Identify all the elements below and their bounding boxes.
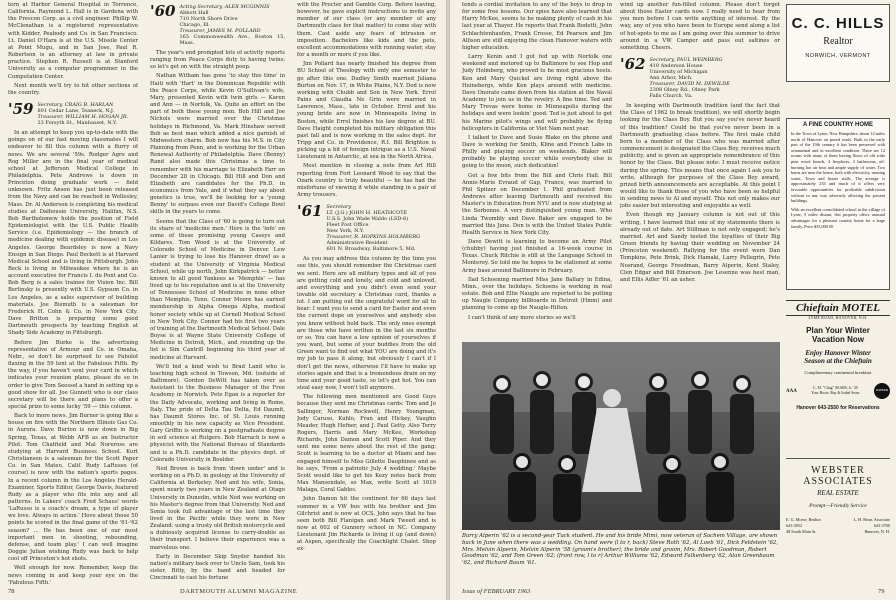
ad-hosts-row [786, 383, 890, 399]
paragraph: Early in December Skip Snyder handed his nation's military back over to Uncle Sam, took his sister, Bitty, by the hand and headed for Cincinnati to cast his fortune [150, 553, 285, 582]
class-year: '60 [150, 2, 176, 20]
paragraph: Larry Kenin and I got fed up with Norfolk one weekend and motored up to Baltimore to see Hop and Judy Holmberg, who proved to be most gracious hosts. Ken and Mary Quickel are living right above the Heinebergs, while Ken plays around with medicine. Dave Onorato came down from his station at the Naval Academy to join us in the revelry. A fine time. Ted and Mary Trevas were home in Minneapolis during the holidays and were lookin' good. Ted is just about to get his Marine pilot's wings and will probably be flying helicopters in California or Viet Nam next year. [462, 54, 612, 132]
ad-line: Plan Your Winter [806, 326, 870, 335]
paragraph: Before Jim Burke is the advertising representative of Armour and Co. in Omaha, Nebr., so don't be surprised to see Fabulof flaxing in the 59 tent at the Fabulous Fifth. By the way, if you haven't sent your card in which indicates your reunion plans, please do so in order to give Tom Seessel a hand in setting up a good show for all. Joe Gunnett who is our class secretary will be there and plans to offer a special prize to some lucky '59 — this column. [8, 339, 138, 410]
issue-date: Issue of FEBRUARY 1963 [462, 588, 531, 595]
ad-body: With an excellent consolidated school in the village of Lyme, 5 miles distant, this property offers unusual advantages for a pleasant country home for a large family. Price $35,000.00 [791, 206, 885, 229]
ad-title: WEBSTER [811, 465, 865, 476]
ad-cc-hills [786, 4, 890, 82]
paragraph: Nathan Witham has gone 'to stay this time' in Haiti with 'Hart' in the Dominican Republic with the Peace Corps, while Kevin O'Sullivan's wife, Mary, presented Kevin with twin girls — Karen and Ann — in Norfolk, Va. Quite an effort on the part of both these young men. Bob Hill and Joe Nichols were married over the Christmas holidays in Richmond, Va. Mark Hinshaw served Bob as best man which added a nice garnish of Midwestern charm. Bob now has his M.S. in City Planning from Penn, and is working for the Urban Renewal Authority of Philadelphia. Dave (Benny) Rand also made this Christmas a time to remember with his marriage to Elizabeth Farr on December 28 in Chicago. Bill Hill and Don and Elizabeth are candidates for the Ph.D. in economics from Yale, and if what they say about genetics is true, we'll be looking for a 'young Benny' to surpass even our David's College Bowl skills in the years to come. [150, 73, 285, 216]
paragraph: John Damon hit the continent for 66 days last summer in a VW bus with his brother and Jim Gilchrist and is now at OCS. John says that he has seen both Bill Flanigan and Mark Tweed and is now at 602 of Gunnery school in NC. Company Lieutenant Jim Richards is living it up (and down) at Aspen, specifically the Coachlight Chalet. Shop ex- [297, 496, 436, 553]
paragraph: Ned Brown is back from 'down under' and is working on a Ph.D. in geology at the University of California at Berkeley. Ned and his wife, Sonia, spent nearly two years in New Zealand at Otago University in Dunedin, while Ned was working on his Master's degree from that University. Ned and Sonia took full advantage of the last time they lived in the Pacific while they were in New Zealand: using a trusty old British motorcycle and a dubiously acquired license to carry-double as their transport. I believe their experience was a marvelous one. [150, 465, 285, 551]
class-year: '59 [8, 100, 34, 119]
ad-contact: E. G. Morse, Realtor 643-3052 48 South Main St. [786, 517, 821, 534]
magazine-title: DARTMOUTH ALUMNI MAGAZINE [180, 588, 298, 595]
paragraph: I talked to Dave and Susie Blake on the phone and Dave is working for Smith, Kline and French Labs in Philly and playing soccer on weekends. Blaker will probably be playing soccer while everybody else is going to the moon, such dedication! [462, 134, 612, 170]
ad-tagline: Prompt—Friendly Service [809, 503, 867, 509]
right-page [450, 0, 896, 600]
left-column-1 [8, 2, 138, 586]
right-column-1 [462, 2, 612, 340]
paragraph: The year's end prompted lots of activity reports ranging from Peace Corps duty to having twins; so let's get on with the straight poop. [150, 50, 285, 71]
page-number-left: 78 [8, 588, 15, 595]
class-officers: Acting Secretary, ALEX MCGINNIS Abbott Hall 710 North Shore Drive Chicago, Ill. Treasurer, JAMES M. POLLARD 165 Commonwealth Ave., Boston 15, Mass. [179, 4, 285, 46]
paragraph: Seems that the Class of '60 is going to turn out its share of 'medicine men.' Here is the 'info' on some of these promising young Caseys and Kildares. Tom Wood is at the University of Colorado School of Medicine in Denver. Lew Lanier is trying to lose his Hanover drawl as a student at the University of Virginia Medical School, while up north, John Kirkpatrick — better known to all good Yankees as 'Memphis' — has lived up to his reputation and is at the University of Tennessee School of Medicine in none other than Memphis, Tenn. Conner Moore has earned membership in Alpha Omega Alpha, medical honor society while up at Cornell Medical School in New York City. Conner had his first two years of training at the Dartmouth Medical School. Dale Boyse is at Wayne State University College of Medicine in Detroit, Mich., and rounding up the list is Sim Cantrill beginning his third year of medicine at Harvard. [150, 218, 285, 361]
ad-hosts: C. M. "Chug" SEARS, Jr. '39 Your Hosts: Ray & Isabel Sears [811, 386, 860, 395]
ad-heading: A FINE COUNTRY HOME [802, 122, 874, 128]
paragraph: Jim Pollard has nearly finished his degree from BU School of Theology with only one semester to go after this one. Dudley Smith married Juliana Burton on Nov. 17, in White Plains, N.Y. Dod is now working with Chubb and Son in New York. Errol Pains and Claudia Ne Grin were married in Lawrence, Mass., late in October. Errol and his young bride are now in Minneapolis living in Boston, while Errol finishes his law degree at BU. Dave Haight completed his military obligation this past fall and is now working in the sales dept. for Tripp and Co. in Providence, R.I. Bill Brighton is picking up a bit of foreign intrigue as a U.S. Naval Lieutenant in Antarctic, at sea in the North Africa. [297, 61, 436, 161]
left-page [0, 0, 446, 600]
paragraph: Most mention in closing a note from Art Hill reporting from Fort Leonard Wood to say that the Ozark country is truly beautiful — he has had the misfortune of viewing it while standing in a pair of Army trousers. [297, 163, 436, 199]
photo-image [462, 342, 780, 530]
superior-badge: SUPERIOR [874, 383, 890, 399]
paragraph: The following men mentioned are Good Guys because they sent me Christmas cards: Tom and Jo Sallinger, Norman Rockwell, Henry Youngman, Jody Caruso, Kuhlo, Fran and Hickey, Vaughn Meader, Hugh Hefner, and J. Paul Getty. Also Terry Rogers, Harris and Mary McKee, Workshop Richards, John Damon and Scott Piper. And they sent me some news about the rest of the gang: Scott is learning to be a doctor at Miami and has engaged himself to Miss Gillette Dauphinee and as he says, 'From a patriotic July 4 wedding.' Maybe Scott would like to get his Kezy notes back from Max Mansendale, so Max, write Scott at 1019 Malaga, Coral Gables. [297, 394, 436, 494]
class-62-header [620, 57, 780, 99]
class-officers: Secretary LT. (J.G.) JOHN H. HEATHCOTE U.S.S. John Wade Waldo (LSD-6) Fleet Post Office New York, N.Y. Treasurer, R. HOPKINS HOLMBERG Administrative Resident 601 N. Broadway, Baltimore 5, Md. [326, 204, 421, 253]
ad-title: ASSOCIATES [803, 476, 873, 487]
ad-phone: Hanover 643-2550 for Reservations [796, 405, 880, 411]
paragraph: wind up another fun-filled column. Please don't forget about those Easter cards now. I really need to hear from you men before I can write anything of interest. By the way, any of you who have been to Europe send along a list of hot-spots to me as I am going over this summer to drive around in a VW Camper and pass out saltines or something. Cheers. [620, 2, 780, 51]
class-year: '61 [297, 202, 323, 221]
class-60-header [150, 4, 285, 46]
left-column-2 [150, 2, 285, 586]
paragraph: Back to more news. Jim Burner is going like a house on fire with the Northern Illinois Gas Co. in Aurora. Dave Burton is now down in Big Spring, Texas, at Webb AFB as an Instructor Pilot. Tom Chatfield and Mal Noreross are studying at Harvard Business School. Kurt Christiansen is a salesman for the Scott Paper Co. in San Mateo, Calif. Rudy LaRusso (of course) is now with the nation's sports pages. In a recent column in the Los Angeles Herald-Examiner, Sports Editor, George Davis, featured Rudy as a player who fits into any and all patterns. In Lakers' coach Fred Schaus' words 'LaRusso is a coach's dream, a type of player we love. Always in action.' Hove about those 50 points he scored in the final game of the '61-'62 season? ... He has been one of our most important men in shooting, rebounding, defense, and team play.' I can well imagine Doggie Julian wishing Rudy was back to help cool off Princeton's hot shots. [8, 413, 138, 563]
ad-logo: Chieftain MOTEL [786, 300, 890, 316]
ad-logo-sub: LYME ROAD, HANOVER, N.H. [808, 316, 868, 320]
paragraph: Next month we'll try to hit other sections of the country. [8, 82, 138, 96]
paragraph: Got a few bits from the Bill and Chris Hall. Bill Annie-Marie Evraud of Gap, France, was married to Phil Spitzer on December 1. Phil graduated from Andrews after leaving Dartmouth and received his Master's in Education from NYU and is now studying at the Sorbonne. A very distinguished young man. Who Linda Twombly and Dave Baker are engaged to be married this June. Don is with the United States Public Health Service in New York City. [462, 172, 612, 236]
ad-line: Season at the Chieftain [804, 357, 872, 365]
page-number-right: 79 [878, 588, 885, 595]
paragraph: Dave Dewitt is learning to become an Army Pilot (chubby) having just finished a 16-week course in Texas. Chuck Ritchie is still at the Language School in Monterey. So told me he hopes to be stationed at some Army base around Baltimore in February. [462, 239, 612, 274]
ad-body: In the Town of Lyme, New Hampshire, about 12 miles north of Hanover on paved roads. Built in the early part of the 19th century it has been preserved with ornamental and in excellent condition. There are 12 rooms with many of them having floors of old wide pine wood boards, 4 fireplaces, 3 bathrooms, oil-burning hot air heat and ample supply of water. Two barns are near the house, both with electricity, running water, Town and house stalls. The acreage is approximately 235 and much of it offers very favorable opportunities for profitable subdivision without in any way adversely affecting the present buildings. [791, 131, 885, 204]
ad-title: C. C. HILLS [791, 15, 885, 32]
paragraph: Ilad Schoening married Miss Jane Ballary in Edina, Minn., over the holidays. Schoens is working in real estate. Bob and Ellie Naugle are reported to be putting up Naugle Company billboards in Detroit (Hmm) and planning to come up the Naugle-Hilton. [462, 276, 612, 312]
right-column-2 [620, 2, 780, 340]
class-year: '62 [620, 55, 646, 74]
aaa-badge: AAA [786, 388, 797, 394]
ad-country-home [786, 118, 890, 290]
ad-subtitle: REAL ESTATE [817, 489, 859, 497]
class-61-header [297, 204, 436, 252]
paragraph: tends a cordial invitation to any of the boys to drop in for some free lessons. Our spies have also learned that Harry McKee, seems to be making plenty of cash in his last year at Thayer. He reports that Frank Bodetti, John Schlachtenhaufen, Frank Crosse, Ed Pearson and Jim Allison are still enjoying the clean Hanover waters with higher education. [462, 2, 612, 51]
class-59-header [8, 102, 138, 126]
ad-line: Complimentary continental breakfast [804, 370, 872, 375]
ad-webster-associates [786, 458, 890, 574]
paragraph: We'll bid a kind wish to Brad Land who is teaching high school in Towson, Md. (outside of Baltimore). Gordon DeWitt has taken over as Assistant to the Business Manager of the Free Academy in Norwich. Pete Egan is a reporter for the Daily Advocate, working and living in Rome, Italy. The pride of Delta Tau Delta, Ed Daumit, has Daumit Stores Inc. of St. Louis running smoothly in his new capacity as Vice President. Gary Griffin is working on a postgraduate degree in soil science at Rutgers. Bob Harrach is now a physicist with the National Bureau of Standards and is a Ph.D. candidate in the physics dept. of Colorado University in Boulder. [150, 363, 285, 463]
ad-location: NORWICH, VERMONT [805, 53, 871, 59]
class-officers: Secretary, CRAIG B. HARLAN 801 Cedar Lane, Teaneck, N.J. Treasurer, WILLIAM H. HOGAN JR. 23 Forsyth St., Manhasset, N.Y. [37, 102, 129, 127]
paragraph: In keeping with Dartmouth tradition (and the fact that the Class of 1962 to break tradition), we will shortly begin looking for the Class Boy. But you say you've never heard of this tradition? Could be that you've never been in a Dartmouth graduating class before. The first male child born to a member of the Class who was married after commencement is designated the Class Boy, receives much publicity, and is given an appropriate remembrance of this honor by the Class. But please note: I must receive notice during the spring. This means that once again I ask you to write, although for purposes of the Class Boy award, prized birth announcements are acceptable. At this point I would like to thank those of you who have been so helpful in sending news to Al and myself. This not only makes our jobs easier but interesting and enjoyable as well. [620, 103, 780, 210]
paragraph: In an attempt to keep you up-to-date with the goings on of our fast moving classmates I will endeavor to fill this column with a flurry of news. We are several '59s. Rodger Agro and Rog Miller are in the final year of medical school at Jefferson Medical College in Philadelphia. Pete Andrews is down in Princeton doing graduate work — field unknown. Fritz Anson has just been released from the Navy and can be reached in Wellesley, Mass. Dr. Al Anderson is completing his medical studies at Dalhousie University, Halifax, N.S. Bob Bartholomew holds the position of Field Epidemiologist with the U.S. Public Health Service (i.e. Epidemiology — the branch of medicine dealing with epidemic disease) in Los Angeles. George Beardsley is now a Navy Ensign in San Diego. Paul Beckett is at Harvard Medical School and is living in Pittsburgh. John Beck is living in Milwaukee where he is an account executive for Francis I. du Pont and Co. Bob Berg is a sales trainee for Vision Inc. Bill Berlinsky is presently with U.S. Gypsum Co. in Los Angeles, as a sales supervisor of building materials. Joe Bismuth is a salesman for Frederick H. Cohn & Co. in New York City. Dave Britton is preparing some good Dartmouth prospects by teaching English at Shady Side Academy in Pittsburgh. [8, 130, 138, 337]
paragraph: Well enough for now. Remember, keep the news coming in and keep your eye on the 'Fabulous Fifth.' [8, 565, 138, 586]
photo-caption: Barry Alperin '62 is a second-year Tuck student. He and his bride Mimi, now veteran of Sachem Village, are shown back in June when there was a wedding. On hand were (l to r, back) Steve Roth '62, Al Loeb '61, Dick Feldstein '62, Mrs. Melvin Alperin, Melvin Alperin '58 (groom's brother), the bride and groom, Mrs. Robert Goodman, Robert Goodman '62, and Tom Green '62; (front row, l to r) Arthur Williams '62, Edward Falkenberg '62, Alan Greenbaum '62, and Richard Baum '61. [462, 533, 779, 567]
ad-chieftain-motel [786, 294, 890, 436]
ad-contacts [786, 517, 890, 535]
ad-subtitle: Realtor [823, 36, 853, 47]
ad-line: Enjoy Hanover Winter [805, 349, 871, 357]
paragraph: with the Procter and Gamble Corp. Before leaving, however, he gave explicit instructions to invite any member of our class (or any member of any Dartmouth class for that matter) to come stay with them. Cast aside any fears of intrusion or imposition. Bachelors like kids and the pets, excellent accommodations with running water, stay for a month or more if you like. [297, 2, 436, 59]
paragraph: tern at Harbor General Hospital in Torrence, California. Raymond L. Hall is in Gardena with the Prescon Corp. as a civil engineer. Phillip W. McClenathan is a registered representative with Kidder, Peabody and Co. in San Francisco. Lt. Daniel O'Hara is at the U.S. Missile Center at Point Mugu, and in San Jose, Paul R. Robertson is an attorney at law in private practice. Stephen R. Russell is at Stanford University as a computer programmer in the Computation Center. [8, 2, 138, 80]
class-officers: Secretary, PAUL WEINBERG 410 Anderson House University of Michigan Ann Arbor, Mich. Treasurer, DAVID M. DEWILDE 2308 Olney Rd., Olney Park Falls Church, Va. [649, 57, 730, 100]
paragraph: Even though my January column is not out of this writing, I have learned that one of my statements there is already out of date. Art Stillman is not only engaged; he's married. Art and Sandy tested the loyalties of their Big Green friends by having their wedding on November 24 (Princeton weekend). Rallying for the event were Dan Tompkins, Pete Brink, Dick Hamaki, Larry Pellegrin, Pete Nosrand, George Freedman, Barry Alperin, Kent Staley, Clen Edgar and Bill Emerson. Joe Lesenne was best man, and Ellis Adler '61 an usher. [620, 212, 780, 283]
paragraph: I can't think of any more stories so we'll [468, 314, 576, 321]
ad-line: Vacation Now [811, 335, 864, 344]
paragraph: As you may address this column by the time you see this, you should remember the Christmas card we sent. Here are all military types and all of you are getting cold and lonely, and cold and unloved, and everything and you didn't even send your lovable old secretary a Christmas card, thanks a lot. I am putting out the ungrateful word for all to hear: I want you to send a card for Easter and even the current dope on yourselves and anybody else you know without hold back. The only ones exempt are those who have written in the last six months or so. You can have a low opinion of yourselves if you want, but some of your buddies from the old Green want to find out what YOU are doing and it's my job to pass it along, but obviously I can't if I don't get the news, otherwise I'll have to make up stories again and that is a tremendous drain on my time and your good taste, so let's get hot. You can steal easy now, I won't tell anymore. [297, 256, 436, 392]
ad-contact: L. H. Bean, Associate 643-3700 Hanover, N. H. [853, 517, 890, 534]
left-column-3 [297, 2, 436, 586]
wedding-group-photo [462, 342, 780, 530]
